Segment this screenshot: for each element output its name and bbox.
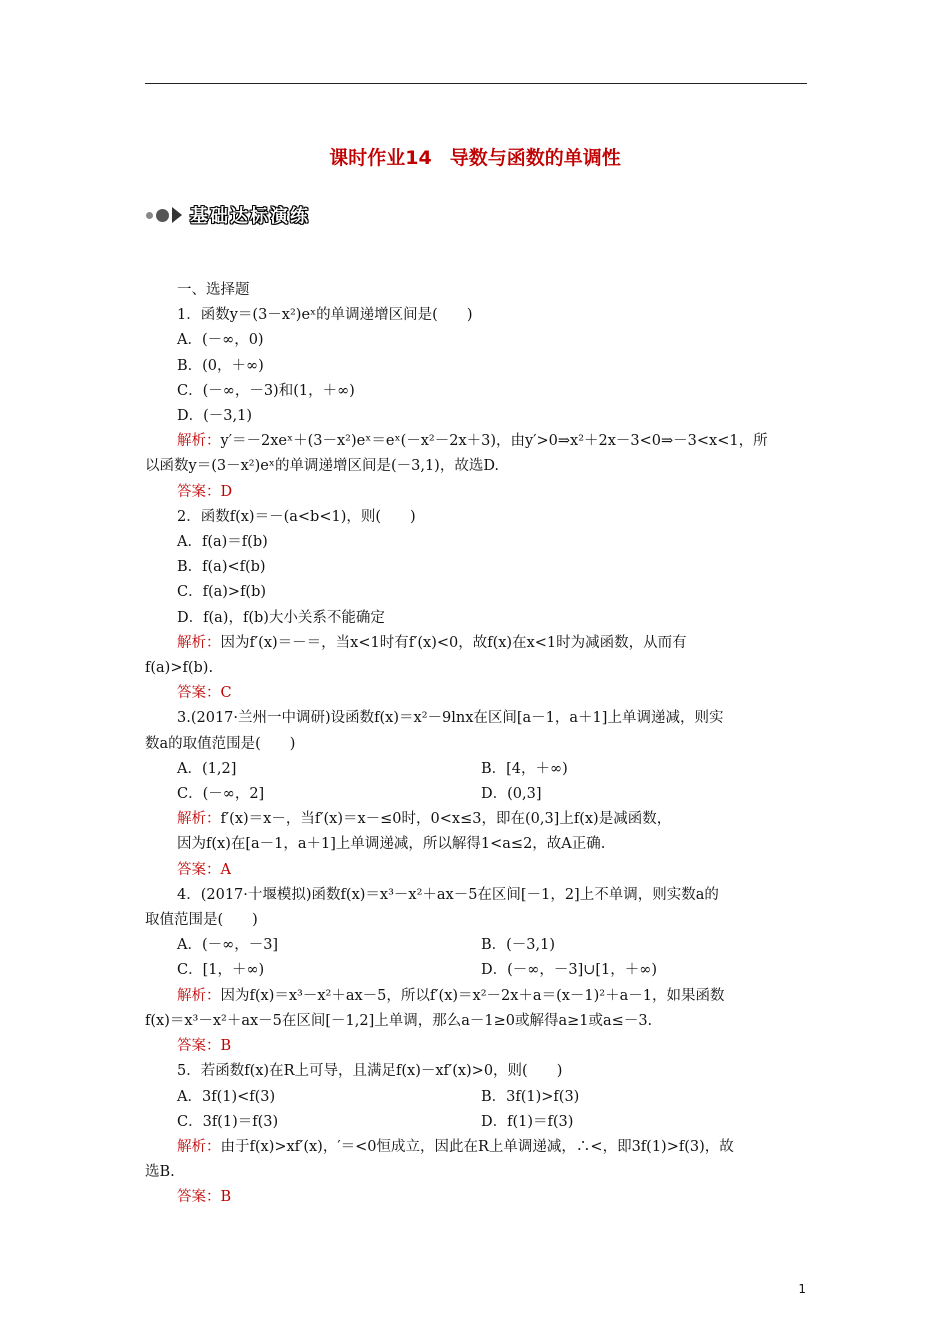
option-b: B．[4，＋∞): [481, 760, 568, 777]
question-3-cont: 数a的取值范围是( ): [145, 735, 296, 752]
solution-label: 解析：: [177, 433, 221, 450]
option-b: B．(－3,1): [481, 937, 556, 954]
option-c: C．3f(1)＝f(3): [177, 1113, 279, 1130]
option-c: C．(－∞，－3)和(1，＋∞): [177, 382, 355, 399]
options-row: [145, 1110, 807, 1135]
options-row: [145, 958, 807, 983]
option-b: B．3f(1)>f(3): [481, 1088, 580, 1105]
solution-2: 解析：因为f′(x)＝－＝，当x<1时有f′(x)<0，故f(x)在x<1时为减函数，从而有: [177, 634, 687, 651]
question-2: 2．函数f(x)＝－(a<b<1)，则( ): [177, 508, 416, 525]
option-d: D．f(1)＝f(3): [481, 1113, 574, 1130]
question-5: 5．若函数f(x)在R上可导，且满足f(x)－xf′(x)>0，则( ): [177, 1063, 563, 1080]
solution-2-cont: f(a)>f(b).: [145, 660, 214, 677]
option-d: D．(0,3]: [481, 786, 542, 803]
section-label: 基础达标演练: [190, 206, 310, 227]
page-number: 1: [798, 1282, 806, 1296]
section-banner: [146, 203, 310, 227]
option-a: A．(－∞，0): [177, 332, 264, 349]
solution-4-cont: f(x)＝x³－x²＋ax－5在区间[－1,2]上单调，那么a－1≥0或解得a≥1或a≤－3.: [145, 1012, 653, 1029]
solution-1: 解析：y′＝－2xeˣ＋(3－x²)eˣ＝eˣ(－x²－2x＋3)，由y′>0⇒x²＋2x－3<0⇒－3<x<1，所: [177, 433, 768, 450]
answer-5: 答案：B: [177, 1189, 232, 1206]
solution-label: 解析：: [177, 1138, 221, 1155]
solution-label: 解析：: [177, 634, 221, 651]
options-row: [145, 933, 807, 958]
option-a: A．(1,2]: [177, 760, 237, 777]
solution-label: 解析：: [177, 987, 221, 1004]
solution-label: 解析：: [177, 811, 221, 828]
option-a: A．3f(1)<f(3): [177, 1088, 276, 1105]
question-4: 4．(2017·十堰模拟)函数f(x)＝x³－x²＋ax－5在区间[－1，2]上不单调，则实数a的: [177, 886, 719, 903]
answer-3: 答案：A: [177, 861, 231, 878]
title-topic: 导数与函数的单调性: [449, 147, 621, 169]
solution-3-cont: 因为f(x)在[a－1，a＋1]上单调递减，所以解得1<a≤2，故A正确.: [177, 836, 606, 853]
header-rule: [145, 83, 807, 84]
option-b: B．(0，＋∞): [177, 357, 264, 374]
question-3: 3.(2017·兰州一中调研)设函数f(x)＝x²－9lnx在区间[a－1，a＋1]上单调递减，则实: [177, 710, 724, 727]
option-d: D．f(a)，f(b)大小关系不能确定: [177, 609, 385, 626]
option-c: C．(－∞，2]: [177, 786, 265, 803]
exercise-content: [145, 278, 807, 1211]
option-c: C．f(a)>f(b): [177, 584, 267, 601]
question-1: 1．函数y＝(3－x²)eˣ的单调递增区间是( ): [177, 307, 473, 324]
solution-3: 解析：f′(x)＝x－，当f′(x)＝x－≤0时，0<x≤3，即在(0,3]上f(x)是减函数，: [177, 811, 672, 828]
option-a: A．(－∞，－3]: [177, 937, 279, 954]
question-4-cont: 取值范围是( ): [145, 912, 258, 929]
section-heading: 一、选择题: [177, 282, 250, 298]
options-row: [145, 1085, 807, 1110]
answer-2: 答案：C: [177, 685, 232, 702]
title-lesson: 课时作业14: [329, 147, 432, 169]
answer-4: 答案：B: [177, 1038, 232, 1055]
option-b: B．f(a)<f(b): [177, 559, 266, 576]
page-title: [0, 143, 950, 170]
option-a: A．f(a)＝f(b): [177, 534, 268, 551]
answer-1: 答案：D: [177, 483, 233, 500]
option-d: D．(－3,1): [177, 408, 252, 425]
solution-1-cont: 以函数y＝(3－x²)eˣ的单调递增区间是(－3,1)，故选D.: [145, 458, 500, 475]
options-row: [145, 782, 807, 807]
solution-4: 解析：因为f(x)＝x³－x²＋ax－5，所以f′(x)＝x²－2x＋a＝(x－1)²＋a－1，如果函数: [177, 987, 725, 1004]
solution-5: 解析：由于f(x)>xf′(x)，′＝<0恒成立，因此在R上单调递减，∴<，即3f(1)>f(3)，故: [177, 1138, 734, 1155]
options-row: [145, 757, 807, 782]
solution-5-cont: 选B.: [145, 1164, 175, 1181]
option-c: C．[1，＋∞): [177, 962, 265, 979]
option-d: D．(－∞，－3]∪[1，＋∞): [481, 962, 658, 979]
bullet-dots-icon: [146, 207, 186, 223]
